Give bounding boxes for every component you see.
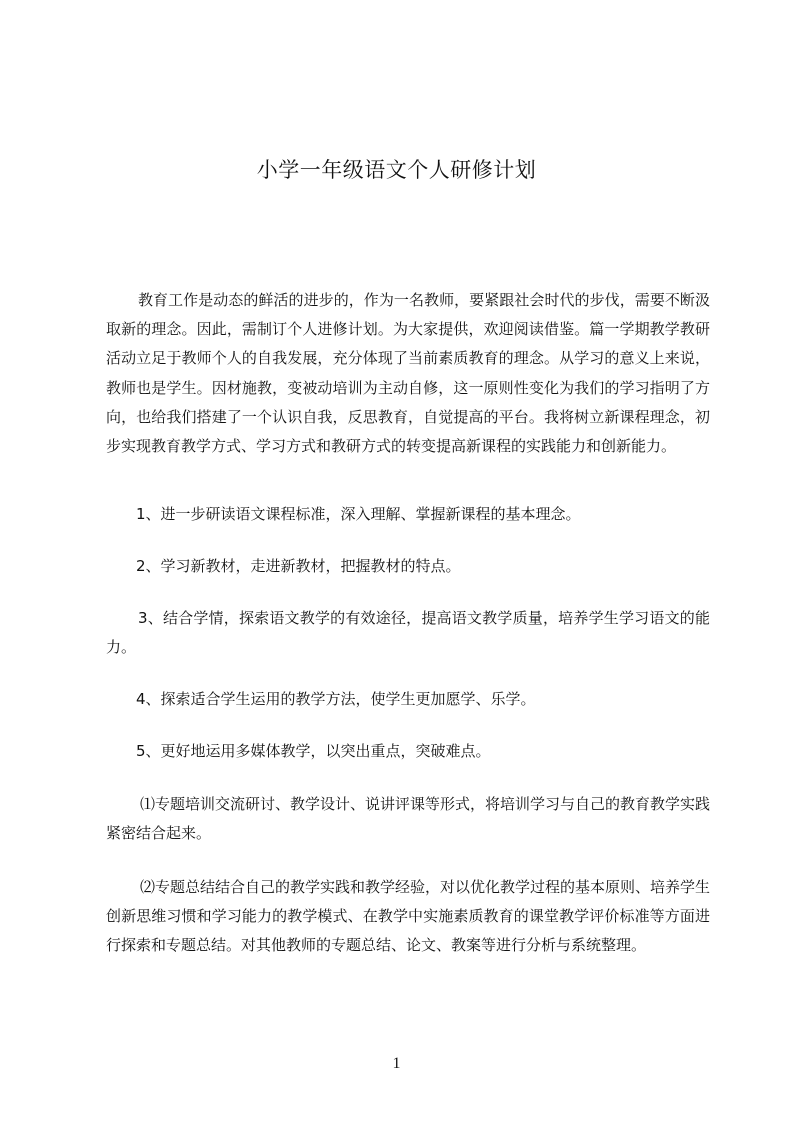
document-title: 小学一年级语文个人研修计划 <box>256 158 537 183</box>
training-method-2: ⑵专题总结结合自己的教学实践和教学经验，对以优化教学过程的基本原则、培养学生创新思维习惯和学习能力的教学模式、在教学中实施素质教育的课堂教学评价标准等方面进行探索和专题总结。对其他教师的专题总结、论文、教案等进行分析与系统整理。 <box>106 878 711 955</box>
plan-item-5: 5、更好地运用多媒体教学，以突出重点，突破难点。 <box>136 742 491 760</box>
page-number: 1 <box>392 1055 401 1072</box>
plan-item-4: 4、探索适合学生运用的教学方法，使学生更加愿学、乐学。 <box>136 690 536 708</box>
plan-item-1: 1、进一步研读语文课程标准，深入理解、掌握新课程的基本理念。 <box>136 505 581 523</box>
plan-item-3: 3、结合学情，探索语文教学的有效途径，提高语文教学质量，培养学生学习语文的能力。 <box>106 609 710 657</box>
intro-paragraph: 教育工作是动态的鲜活的进步的，作为一名教师，要紧跟社会时代的步伐，需要不断汲取新的理念。因此，需制订个人进修计划。为大家提供，欢迎阅读借鉴。篇一学期教学教研活动立足于教师个人的自我发展，充分体现了当前素质教育的理念。从学习的意义上来说，教师也是学生。因材施教，变被动培训为主动自修，这一原则性变化为我们的学习指明了方向，也给我们搭建了一个认识自我，反思教育，自觉提高的平台。我将树立新课程理念，初步实现教育教学方式、学习方式和教研方式的转变提高新课程的实践能力和创新能力。 <box>106 291 710 456</box>
training-method-1: ⑴专题培训交流研讨、教学设计、说讲评课等形式，将培训学习与自己的教育教学实践紧密结合起来。 <box>106 795 711 843</box>
plan-item-2: 2、学习新教材，走进新教材，把握教材的特点。 <box>136 557 461 575</box>
